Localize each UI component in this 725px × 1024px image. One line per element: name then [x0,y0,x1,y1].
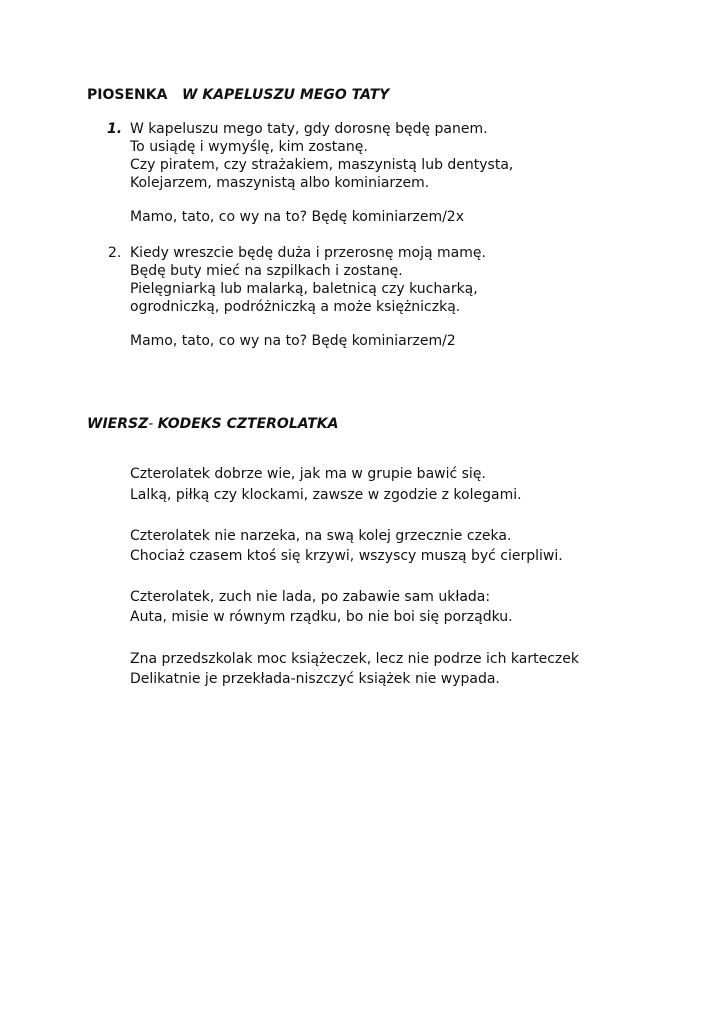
verse2-line-2: Będę buty mieć na szpilkach i zostanę. [130,263,403,279]
poem-title-name: KODEKS CZTEROLATKA [157,416,339,432]
song-title-name: W KAPELUSZU MEGO TATY [182,87,390,103]
poem-stanza3-line1: Czterolatek, zuch nie lada, po zabawie sam układa: [130,589,491,605]
verse2-line-1: Kiedy wreszcie będę duża i przerosnę moją mamę. [130,245,486,261]
verse1-line-4: Kolejarzem, maszynistą albo kominiarzem. [130,175,430,191]
poem-stanza3-line2: Auta, misie w równym rządku, bo nie boi się porządku. [130,609,513,625]
verse1-refrain: Mamo, tato, co wy na to? Będę kominiarzem/2x [130,209,464,225]
verse2-line-4: ogrodniczką, podróżniczką a może księżniczką. [130,299,461,315]
verse1-number: 1. [107,121,123,137]
song-title [87,86,389,104]
song-title-label: PIOSENKA [87,87,168,103]
poem-stanza1-line1: Czterolatek dobrze wie, jak ma w grupie bawić się. [130,466,486,482]
verse1-line-2: To usiądę i wymyślę, kim zostanę. [130,139,368,155]
verse2-number: 2. [108,245,122,261]
poem-stanza4-line2: Delikatnie je przekłada-niszczyć książek nie wypada. [130,671,500,687]
poem-title [87,415,338,433]
poem-stanza4-line1: Zna przedszkolak moc książeczek, lecz nie podrze ich karteczek [130,651,579,667]
poem-title-label: WIERSZ [87,416,149,432]
poem-stanza2-line1: Czterolatek nie narzeka, na swą kolej grzecznie czeka. [130,528,512,544]
verse2-refrain: Mamo, tato, co wy na to? Będę kominiarzem/2 [130,333,456,349]
verse1-line-1: W kapeluszu mego taty, gdy dorosnę będę panem. [130,121,488,137]
poem-stanza1-line2: Lalką, piłką czy klockami, zawsze w zgodzie z kolegami. [130,487,522,503]
poem-title-separator: - [148,416,158,432]
poem-stanza2-line2: Chociaż czasem ktoś się krzywi, wszyscy muszą być cierpliwi. [130,548,563,564]
verse1-line-3: Czy piratem, czy strażakiem, maszynistą lub dentysta, [130,157,514,173]
verse2-line-3: Pielęgniarką lub malarką, baletnicą czy kucharką, [130,281,478,297]
